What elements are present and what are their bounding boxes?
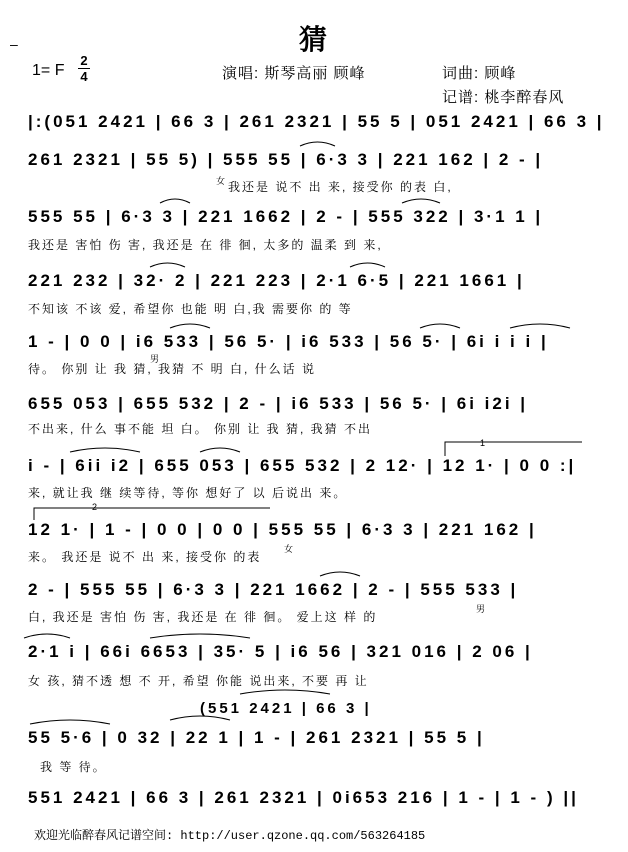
footer-credit: 欢迎光临醉春风记谱空间: http://user.qzone.qq.com/563264185 bbox=[34, 829, 426, 843]
notation-line-5: 1 - | 0 0 | i6 533 | 56 5· | i6 533 | 56 5· | 6i i i i | bbox=[28, 332, 549, 351]
notation-line-11: 55 5·6 | 0 32 | 22 1 | 1 - | 261 2321 | 55 5 | bbox=[28, 728, 485, 747]
lyrics-line-6: 不出来, 什么 事不能 坦 白。 你别 让 我 猜, 我猜 不出 bbox=[28, 422, 373, 436]
voice-marker-8: 女 bbox=[284, 544, 294, 554]
tie-slur bbox=[320, 572, 360, 576]
notation-line-9: 2 - | 555 55 | 6·3 3 | 221 1662 | 2 - | 555 533 | bbox=[28, 580, 519, 599]
tie-slur bbox=[402, 199, 440, 203]
time-signature-top: 2 bbox=[80, 53, 88, 68]
time-signature-bottom: 4 bbox=[80, 69, 88, 84]
tie-slur bbox=[420, 324, 460, 328]
voice-marker-2: 女 bbox=[216, 176, 226, 186]
song-title: 猜 bbox=[298, 24, 329, 55]
volta-2-label: 2 bbox=[92, 502, 98, 512]
tie-slur bbox=[170, 324, 210, 328]
tie-slur bbox=[30, 720, 110, 724]
notation-line-1: |:(051 2421 | 66 3 | 261 2321 | 55 5 | 051 2421 | 66 3 | bbox=[28, 112, 605, 131]
notation-line-4: 221 232 | 32· 2 | 221 223 | 2·1 6·5 | 221 1661 | bbox=[28, 271, 525, 290]
voice-marker-5: 男 bbox=[150, 354, 160, 364]
notation-line-12: 551 2421 | 66 3 | 261 2321 | 0i653 216 | 1 - | 1 - ) || bbox=[28, 788, 579, 807]
tie-slur bbox=[240, 690, 330, 694]
lyrics-line-8: 来。 我还是 说不 出 来, 接受你 的表 bbox=[28, 550, 262, 564]
voice-marker-9: 男 bbox=[476, 604, 486, 614]
lyrics-line-2: 我还是 说不 出 来, 接受你 的表 白, bbox=[228, 180, 453, 194]
notation-line-2: 261 2321 | 55 5) | 555 55 | 6·3 3 | 221 162 | 2 - | bbox=[28, 150, 544, 169]
tie-slur bbox=[200, 448, 240, 452]
volta-1-label: 1 bbox=[480, 438, 486, 448]
notation-line-8: 12 1· | 1 - | 0 0 | 0 0 | 555 55 | 6·3 3 | 221 162 | bbox=[28, 520, 537, 539]
notation-line-6: 655 053 | 655 532 | 2 - | i6 533 | 56 5· | 6i i2i | bbox=[28, 394, 529, 413]
tie-slur bbox=[150, 263, 185, 267]
lyrics-line-9: 白, 我还是 害怕 伤 害, 我还是 在 徘 徊。 爱上这 样 的 bbox=[28, 610, 378, 624]
volta-1-bracket bbox=[445, 442, 582, 456]
tie-slur bbox=[150, 634, 250, 638]
notation-line-7: i - | 6ii i2 | 655 053 | 655 532 | 2 12· | 12 1· | 0 0 :| bbox=[28, 456, 577, 475]
tie-slur bbox=[350, 263, 385, 267]
lyrics-line-4: 不知该 不该 爱, 希望你 也能 明 白,我 需要你 的 等 bbox=[28, 302, 353, 316]
volta-2-bracket bbox=[34, 508, 270, 520]
transcriber-credit: 记谱: 桃李醉春风 bbox=[442, 89, 565, 106]
tie-slur bbox=[510, 324, 570, 328]
lyrics-line-5: 待。 你别 让 我 猜, 我猜 不 明 白, 什么话 说 bbox=[28, 362, 317, 376]
tie-slur bbox=[70, 448, 140, 452]
margin-dash: – bbox=[10, 36, 18, 52]
lyrics-line-11: 我 等 待。 bbox=[40, 760, 107, 774]
key-signature: 1= F bbox=[32, 62, 65, 79]
bracket-notation: (551 2421 | 66 3 | bbox=[200, 700, 372, 717]
notation-line-10: 2·1 i | 66i 6653 | 35· 5 | i6 56 | 321 016 | 2 06 | bbox=[28, 642, 533, 661]
lyrics-line-3: 我还是 害怕 伤 害, 我还是 在 徘 徊, 太多的 温柔 到 来, bbox=[28, 238, 383, 252]
tie-slur bbox=[160, 199, 190, 203]
singer-credit: 演唱: 斯琴高丽 顾峰 bbox=[222, 65, 366, 82]
notation-line-3: 555 55 | 6·3 3 | 221 1662 | 2 - | 555 322 | 3·1 1 | bbox=[28, 207, 544, 226]
tie-slur bbox=[24, 634, 70, 638]
lyrics-line-7: 来, 就让我 继 续等待, 等你 想好了 以 后说出 来。 bbox=[28, 486, 348, 500]
composer-credit: 词曲: 顾峰 bbox=[442, 65, 517, 82]
tie-slur bbox=[300, 142, 335, 146]
lyrics-line-10: 女 孩, 猜不透 想 不 开, 希望 你能 说出来, 不要 再 让 bbox=[28, 674, 369, 688]
time-signature bbox=[78, 54, 90, 83]
